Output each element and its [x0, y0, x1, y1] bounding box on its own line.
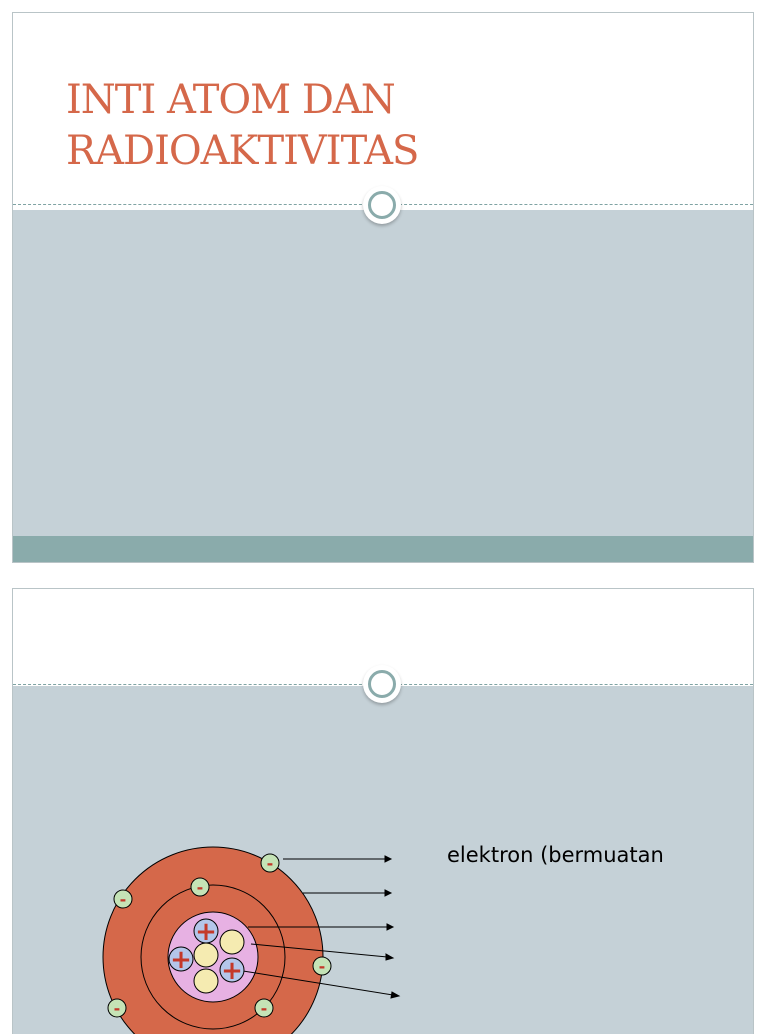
circle-ornament-icon — [363, 186, 401, 224]
title-line-1: INTI ATOM DAN — [66, 77, 395, 123]
proton-charge: + — [170, 945, 192, 975]
electron-charge: - — [318, 957, 326, 976]
slide-title — [66, 75, 418, 177]
electron-charge: - — [266, 854, 274, 873]
slide-2 — [12, 588, 754, 1034]
neutron — [220, 930, 244, 954]
atom-diagram — [13, 589, 754, 1034]
electron-label: elektron (bermuatan — [447, 843, 664, 867]
slide-body — [13, 210, 753, 536]
proton-charge: + — [221, 956, 243, 986]
electron-charge: - — [196, 878, 204, 897]
electron-charge: - — [260, 999, 268, 1018]
footer-bar — [13, 536, 753, 562]
electron-charge: - — [113, 999, 121, 1018]
electron-charge: - — [119, 890, 127, 909]
neutron — [194, 969, 218, 993]
proton-charge: + — [195, 917, 217, 947]
slide-1 — [12, 12, 754, 563]
title-line-2: RADIOAKTIVITAS — [66, 128, 419, 174]
